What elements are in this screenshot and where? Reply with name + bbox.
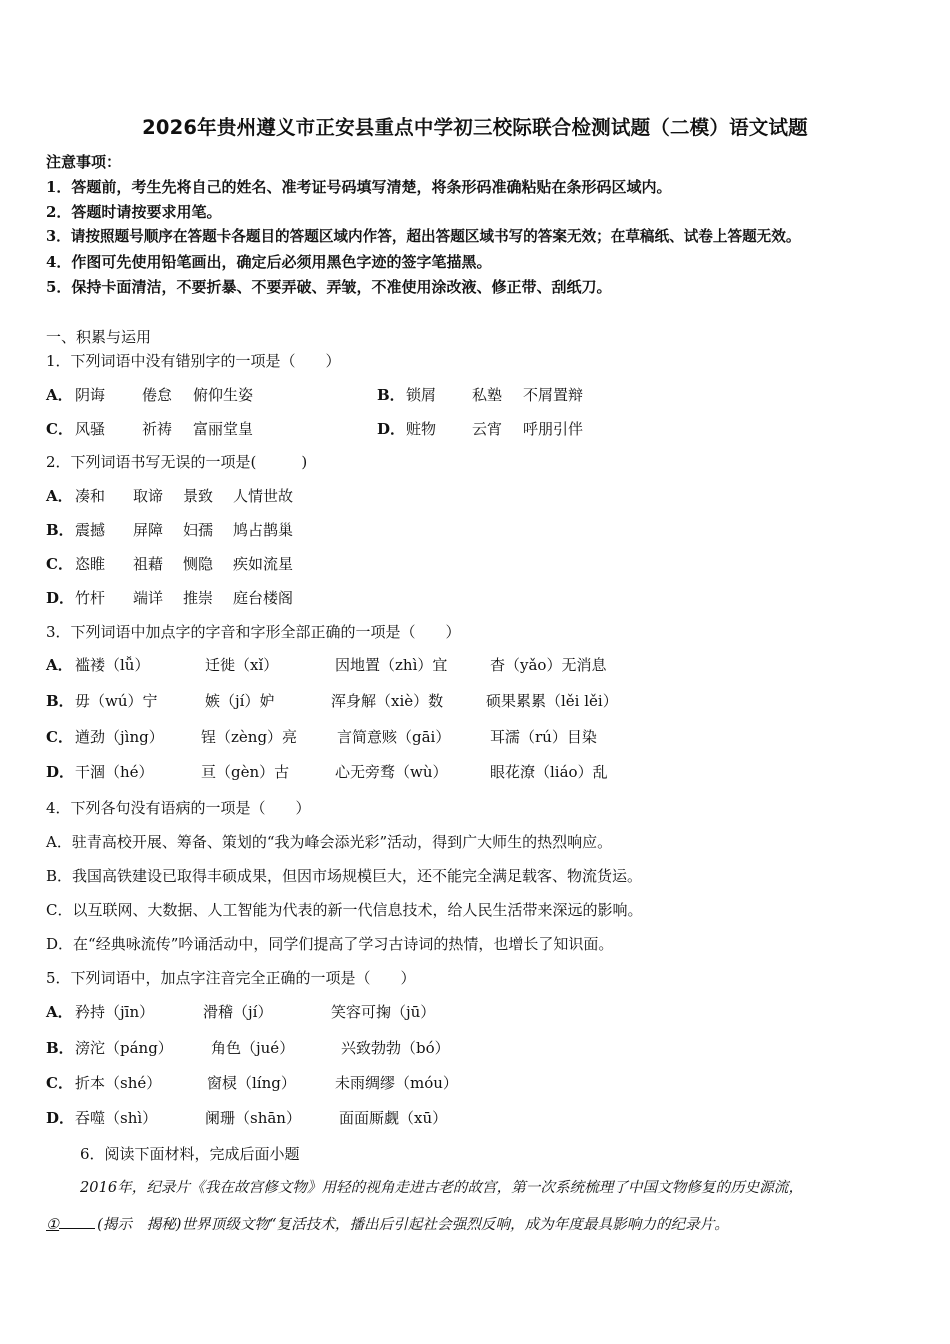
question-5-stem: 5．下列词语中，加点字注音完全正确的一项是（ ） <box>46 969 416 987</box>
option-word: 吞噬（shì） <box>75 1109 158 1127</box>
option-word: 云宵 <box>472 420 503 438</box>
option-word: 滑稽（jí） <box>203 1003 273 1021</box>
question-2-stem: 2．下列词语书写无误的一项是( ) <box>46 453 308 471</box>
option-letter: D． <box>46 763 75 781</box>
option-word: 阴诲 <box>75 386 106 404</box>
option-word: 因地置（zhì）宜 <box>335 656 448 674</box>
option-word: 未雨绸缪（móu） <box>335 1074 458 1092</box>
option-word: 阑珊（shān） <box>205 1109 301 1127</box>
option-word: 推崇 <box>183 589 214 607</box>
option-word: 心无旁骛（wù） <box>335 763 448 781</box>
option-letter: B． <box>377 386 405 404</box>
option-letter: B． <box>46 692 74 710</box>
option-word: 赃物 <box>406 420 437 438</box>
option-word: 祈祷 <box>142 420 173 438</box>
option-word: 竹杆 <box>75 589 106 607</box>
option-word: 矜持（jīn） <box>75 1003 155 1021</box>
option-word: 人情世故 <box>233 487 294 505</box>
option-word: 面面厮觑（xū） <box>339 1109 448 1127</box>
notice-item: 2．答题时请按要求用笔。 <box>46 203 222 221</box>
question-4-option-a: A．驻青高校开展、筹备、策划的“我为峰会添光彩”活动，得到广大师生的热烈响应。 <box>46 833 613 851</box>
option-word: 亘（gèn）古 <box>201 763 290 781</box>
option-word: 遒劲（jìng） <box>75 728 164 746</box>
option-word: 硕果累累（lěi lěi） <box>486 692 618 710</box>
option-letter: A． <box>46 656 73 674</box>
option-word: 取谛 <box>133 487 164 505</box>
option-letter: B． <box>46 1039 74 1057</box>
option-word: 妇孺 <box>183 521 214 539</box>
option-word: 鸠占鹊巢 <box>233 521 294 539</box>
option-word: 倦怠 <box>142 386 173 404</box>
option-word: 褴褛（lǚ） <box>75 656 150 674</box>
option-word: 眼花潦（liáo）乱 <box>490 763 608 781</box>
option-word: 角色（jué） <box>211 1039 295 1057</box>
option-word: 凑和 <box>75 487 106 505</box>
option-word: 端详 <box>133 589 164 607</box>
notice-heading: 注意事项： <box>46 153 122 171</box>
option-word: 笑容可掬（jū） <box>331 1003 436 1021</box>
option-letter: D． <box>46 1109 75 1127</box>
option-word: 富丽堂皇 <box>193 420 254 438</box>
option-word: 毋（wú）宁 <box>75 692 158 710</box>
blank-number: ① <box>46 1216 60 1233</box>
notice-item: 4．作图可先使用铅笔画出，确定后必须用黑色字迹的签字笔描黑。 <box>46 253 492 271</box>
option-word: 风骚 <box>75 420 106 438</box>
reading-paragraph-blank-line <box>46 1214 729 1235</box>
option-word: 恣睢 <box>75 555 106 573</box>
option-word: 不屑置辩 <box>523 386 584 404</box>
page-title: 2026年贵州遵义市正安县重点中学初三校际联合检测试题（二模）语文试题 <box>142 116 808 139</box>
option-word: 恻隐 <box>183 555 214 573</box>
option-letter: C． <box>46 1074 73 1092</box>
option-letter: C． <box>46 555 73 573</box>
option-word: 锁屑 <box>406 386 437 404</box>
notice-item: 5．保持卡面清洁，不要折暴、不要弄破、弄皱，不准使用涂改液、修正带、刮纸刀。 <box>46 278 612 296</box>
option-letter: D． <box>46 589 75 607</box>
question-1-stem: 1．下列词语中没有错别字的一项是（ ） <box>46 352 341 370</box>
option-word: 折本（shé） <box>75 1074 162 1092</box>
option-letter: A． <box>46 1003 73 1021</box>
option-letter: A． <box>46 487 73 505</box>
option-word: 迁徙（xǐ） <box>205 656 279 674</box>
option-word: 疾如流星 <box>233 555 294 573</box>
option-letter: B． <box>46 521 74 539</box>
option-word: 干涸（hé） <box>75 763 154 781</box>
option-word: 私塾 <box>472 386 503 404</box>
reading-paragraph: 2016年，纪录片《我在故宫修文物》用轻的视角走进古老的故宫，第一次系统梳理了中国文物修复的历史源流， <box>80 1179 804 1196</box>
question-4-option-c: C．以互联网、大数据、人工智能为代表的新一代信息技术，给人民生活带来深远的影响。 <box>46 901 643 919</box>
option-word: 嫉（jí）妒 <box>205 692 275 710</box>
notice-item: 3．请按照题号顺序在答题卡各题目的答题区域内作答，超出答题区域书写的答案无效；在草稿纸、试卷上答题无效。 <box>46 228 801 245</box>
notice-item: 1．答题前，考生先将自己的姓名、准考证号码填写清楚，将条形码准确粘贴在条形码区域内。 <box>46 178 672 196</box>
option-word: 滂沱（páng） <box>75 1039 173 1057</box>
option-word: 屏障 <box>133 521 164 539</box>
option-word: 杳（yǎo）无消息 <box>490 656 607 674</box>
option-word: 景致 <box>183 487 214 505</box>
option-letter: C． <box>46 728 73 746</box>
option-word: 震撼 <box>75 521 106 539</box>
option-word: 窗棂（líng） <box>207 1074 296 1092</box>
section-heading: 一、积累与运用 <box>46 328 152 346</box>
option-word: 锃（zèng）亮 <box>201 728 298 746</box>
option-word: 呼朋引伴 <box>523 420 584 438</box>
option-word: 庭台楼阁 <box>233 589 294 607</box>
option-word: 耳濡（rú）目染 <box>490 728 597 746</box>
option-word: 祖藉 <box>133 555 164 573</box>
reading-paragraph-text: (揭示 揭秘)世界顶级文物“复活技术，播出后引起社会强烈反响，成为年度最具影响力的纪录片。 <box>97 1216 729 1233</box>
option-letter: A． <box>46 386 73 404</box>
option-letter: C． <box>46 420 73 438</box>
option-letter: D． <box>377 420 406 438</box>
option-word: 俯仰生姿 <box>193 386 254 404</box>
question-4-option-d: D．在“经典咏流传”吟诵活动中，同学们提高了学习古诗词的热情，也增长了知识面。 <box>46 935 614 953</box>
answer-blank[interactable] <box>59 1214 95 1229</box>
question-4-stem: 4．下列各句没有语病的一项是（ ） <box>46 799 311 817</box>
question-3-stem: 3．下列词语中加点字的字音和字形全部正确的一项是（ ） <box>46 623 461 641</box>
question-6-stem: 6．阅读下面材料，完成后面小题 <box>80 1145 300 1163</box>
option-word: 浑身解（xiè）数 <box>331 692 444 710</box>
option-word: 言简意赅（gāi） <box>337 728 451 746</box>
question-4-option-b: B．我国高铁建设已取得丰硕成果，但因市场规模巨大，还不能完全满足载客、物流货运。 <box>46 867 643 885</box>
option-word: 兴致勃勃（bó） <box>341 1039 450 1057</box>
